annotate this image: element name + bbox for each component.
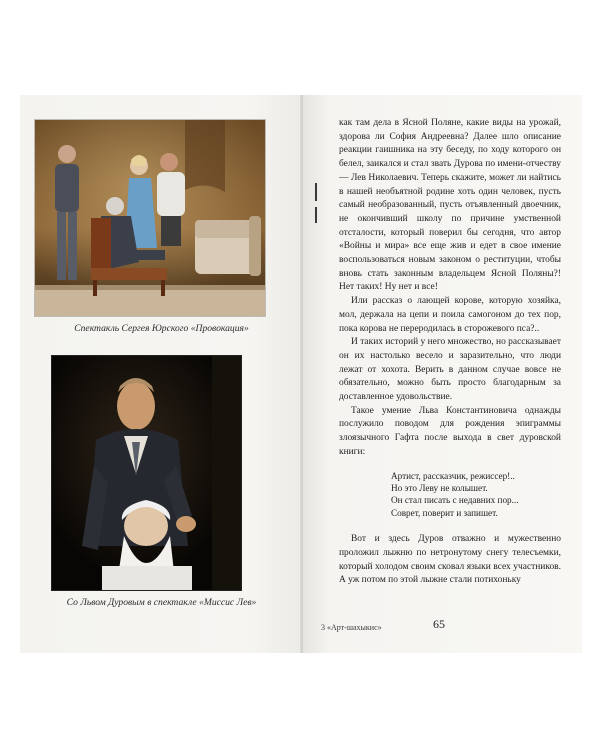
paragraph: как там дела в Ясной Поляне, какие виды на урожай, здорова ли София Андреевна? Далее шло описание реакции гаишника на эту беседу, по ходу которого он белел, заикался и стал звать Дурова по имени-отчеству — Лев Николаевич. Теперь скажите, может ли найтись в нашей необъятной родине хоть один человек, пусть самый необразованный, пусть отъявленный двоечник, не окончивший школу по причине умственной отсталости, который поверил бы сегодня, что автор «Войны и мира» все еще жив и едет в свое имение воспользоваться новым законом о реституции, чтобы вновь стать законным владельцем Ясной Поляны?! Нет таких! Ну нет и все! <box>339 118 561 293</box>
page-number: 65 <box>433 617 445 631</box>
paragraph: И таких историй у него множество, но рассказывает он их настолько весело и заразительно, что люди лежат от хохота. Верить в данном случае вовсе не обязательно, можно быть просто благодарным за доставленное удовольствие. <box>339 337 561 403</box>
epigram-verse <box>391 470 561 520</box>
paragraph: Вот и здесь Дуров отважно и мужественно проложил лыжню по нетронутому снегу телесъемки, который холодом своим сковал языки всех участников. А уж потом по этой лыжне стали потихоньку <box>339 534 561 586</box>
photo-caption-2: Со Львом Дуровым в спектакле «Миссис Лев» <box>66 597 257 608</box>
portrait-photo <box>51 355 242 591</box>
right-page <box>303 95 582 653</box>
stage-photo <box>34 119 266 317</box>
verse-line: Соврет, поверит и запишет. <box>391 507 498 518</box>
verse-line: Артист, рассказчик, режиссер!.. <box>391 470 515 481</box>
margin-mark <box>315 207 317 223</box>
book-spread <box>20 95 582 653</box>
verse-line: Он стал писать с недавних пор... <box>391 495 519 506</box>
left-page <box>20 95 303 653</box>
paragraph: Или рассказ о лающей корове, которую хозяйка, мол, держала на цепи и поила самогоном до тех пор, пока корова не переродилась в сторожевого пса?.. <box>339 296 561 334</box>
photo-caption-1: Спектакль Сергея Юрского «Провокация» <box>74 323 249 334</box>
verse-line: Но это Леву не колышет. <box>391 482 488 493</box>
paragraph: Такое умение Льва Константиновича однажды послужило поводом для рождения эпиграммы злоязычного Гафта после выхода в свет дуровской книги: <box>339 405 561 457</box>
body-text <box>339 117 561 588</box>
footer-signature: 3 «Арт-шахыкис» <box>321 623 382 632</box>
margin-mark <box>315 183 317 201</box>
